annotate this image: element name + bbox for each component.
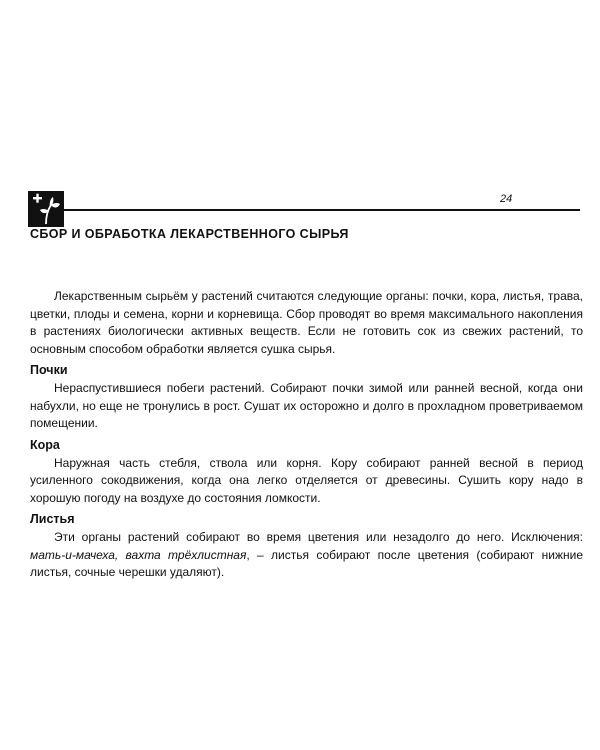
- section-text-bark: Наружная часть стебля, ствола или корня. Кору собирают ранней весной в период усиленного сокодвижения, когда она легко отделяется от древесины. Сушить кору надо в хорошую погоду на воздухе до состояния ломкости.: [30, 455, 583, 505]
- leaves-text-before: Эти органы растений собирают во время цветения или незадолго до него. Исключения:: [54, 530, 583, 544]
- section-heading-leaves: Листья: [30, 512, 75, 526]
- page-title: СБОР И ОБРАБОТКА ЛЕКАРСТВЕННОГО СЫРЬЯ: [30, 227, 349, 241]
- article-body: [30, 288, 583, 582]
- plant-logo-icon: [28, 191, 64, 227]
- leaves-examples: мать-и-мачеха, вахта трёхлистная: [30, 547, 247, 562]
- header-rule: [64, 209, 580, 211]
- section-text-leaves: [30, 529, 583, 582]
- section-heading-bark: Кора: [30, 437, 60, 452]
- intro-paragraph: Лекарственным сырьём у растений считаются следующие органы: почки, кора, листья, трава, цветки, плоды и семена, корни и корневища. Сбор проводят во время максимального накопления в растениях биологически активных веществ. Если не готовить сок из свежих растений, то основным способом обработки является сушка сырья.: [30, 289, 583, 356]
- section-text-buds: Нераспустившиеся побеги растений. Собирают почки зимой или ранней весной, когда они набухли, но еще не тронулись в рост. Сушат их осторожно и долго в прохладном проветриваемом помещении.: [30, 381, 583, 430]
- section-heading-buds: Почки: [30, 363, 68, 377]
- page-number: 24: [500, 193, 513, 205]
- leaves-text-after: , – листья собирают после цветения (собирают нижние листья, сочные черешки удаляют).: [30, 547, 583, 579]
